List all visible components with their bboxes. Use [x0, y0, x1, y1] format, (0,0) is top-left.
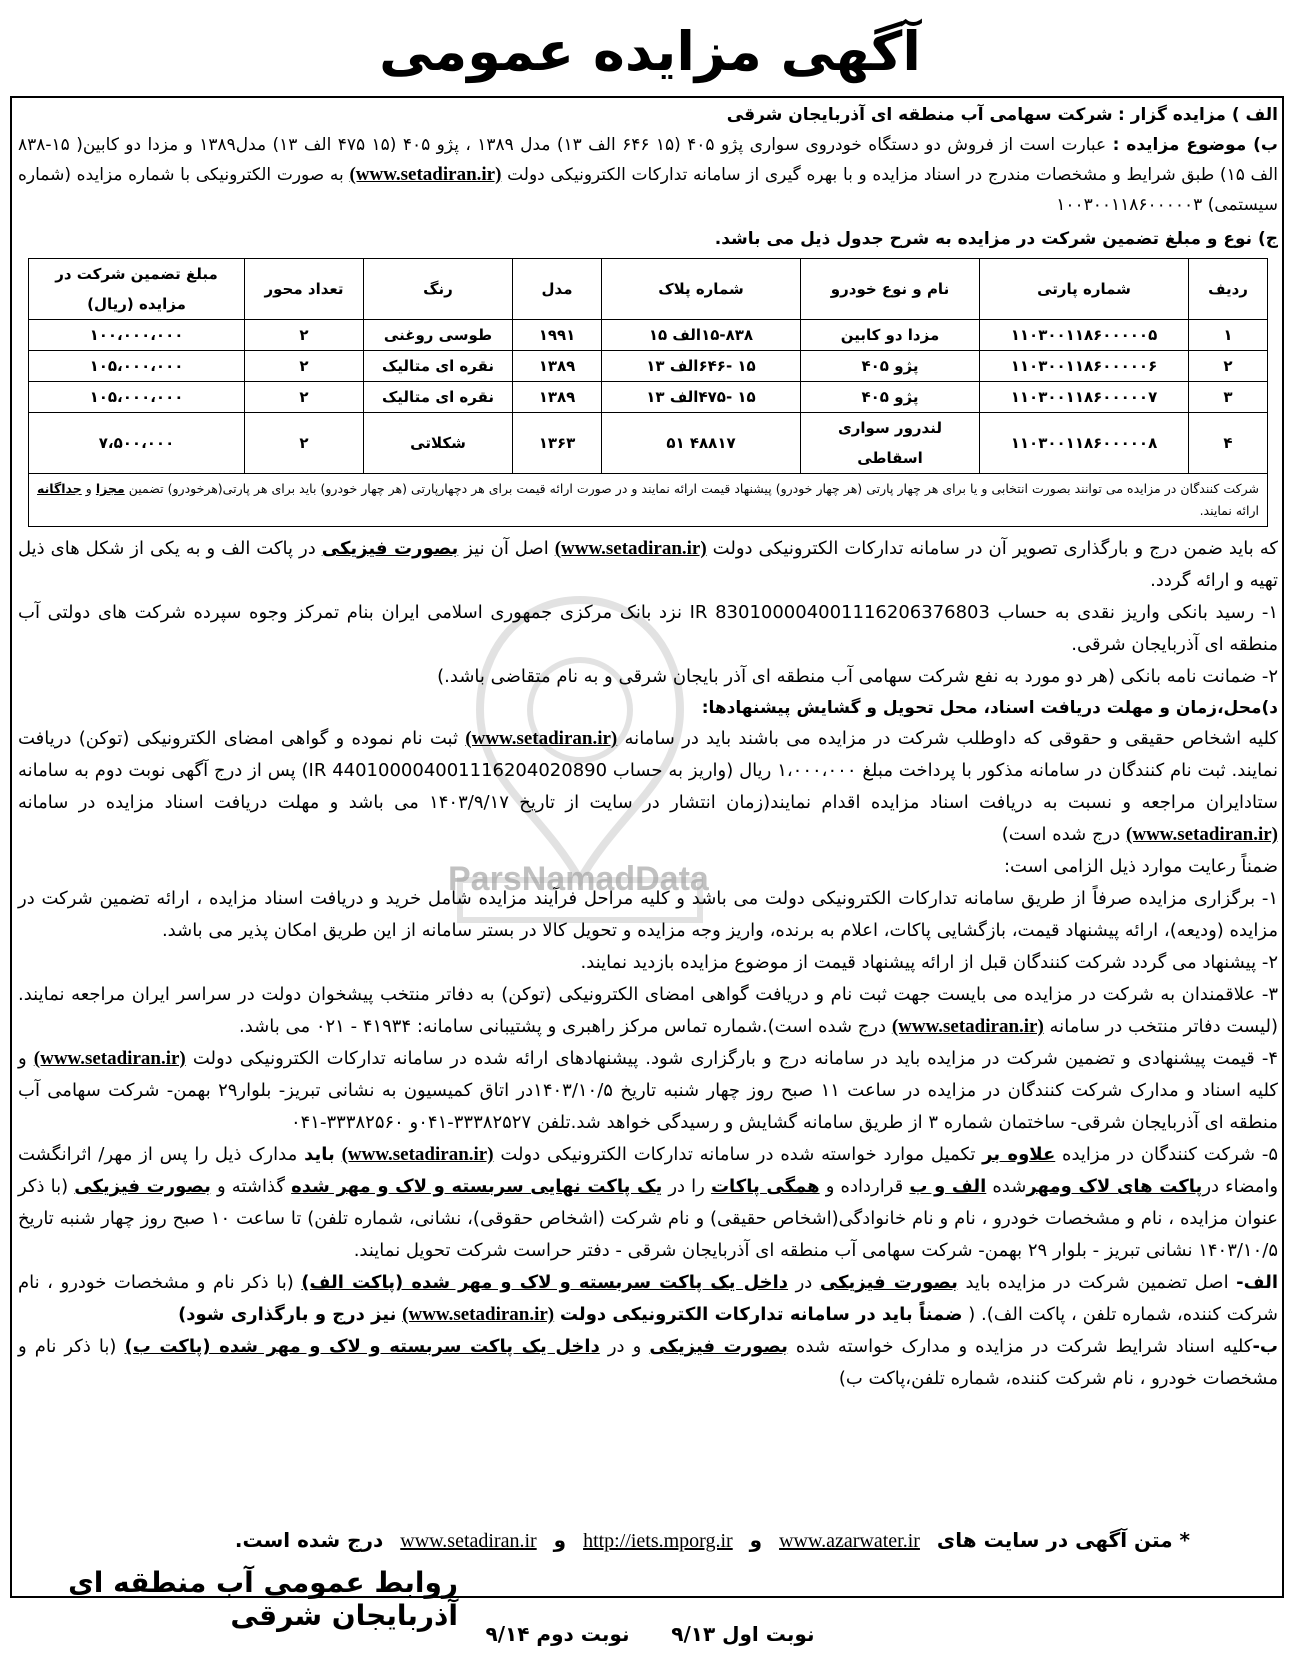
section-d-p1b: ثبت نام نموده و گواهی امضای الکترونیکی (توکن) دریافت نمایند. ثبت نام کنندگان در سامانه مذکور با پرداخت مبلغ ۱،۰۰۰،۰۰۰ ریال (واریز به حساب IR 440100004001116204020890) پس از درج آگهی نوبت دوم به سامانه ستادایران مراجعه و نسبت به دریافت اسناد مزایده اقدام نمایند(زمان انتشار در سایت از تاریخ ۱۴۰۳/۹/۱۷ می باشد و مهلت دریافت اسناد مزایده در سامانه [18, 728, 1279, 813]
rule-1: ۱- برگزاری مزایده صرفاً از طریق سامانه تدارکات الکترونیکی دولت می باشد و کلیه مراحل فرآیند مزایده شامل خرید و دریافت اسناد مزایده ، ارائه تضمین شرکت در مزایده (ودیعه)، ارائه پیشنهاد قیمت، بازگشایی پاکات، اعلام به برنده، واریز وجه مزایده و تحویل کالا در بستر سامانه از این طریق امکان پذیر می باشد. [18, 888, 1278, 941]
item-2: ۲- ضمانت نامه بانکی (هر دو مورد به نفع شرکت سهامی آب منطقه ای آذر بایجان شرقی و به نام متقاضی باشد.) [437, 666, 1278, 687]
cell: ۴۸۸۱۷ ۵۱ [602, 413, 801, 474]
cell: لندرور سواری اسقاطی [801, 413, 980, 474]
after-table-t2: اصل آن نیز [464, 538, 549, 559]
after-table-t1: که باید ضمن درج و بارگذاری تصویر آن در سامانه تدارکات الکترونیکی دولت [712, 538, 1278, 559]
cell: ۱۰۵،۰۰۰،۰۰۰ [29, 382, 245, 413]
rule-2: ۲- پیشنهاد می گردد شرکت کنندگان قبل از ارائه پیشنهاد قیمت از موضوع مزایده بازدید نمایند. [580, 952, 1278, 973]
rule-5-bold5: همگی پاکات [710, 1176, 820, 1197]
packet-alef-b2: داخل یک پاکت سربسته و لاک و مهر شده (پاکت الف) [301, 1272, 789, 1293]
col-plate: شماره پلاک [602, 259, 801, 320]
table-row [29, 320, 1268, 351]
packet-alef-t1: اصل تضمین شرکت در مزایده باید [965, 1272, 1229, 1293]
section-a [18, 100, 1278, 130]
auction-table [28, 258, 1268, 527]
after-table-t3: در پاکت الف و به یکی از شکل های ذیل تهیه و ارائه گردد. [18, 538, 1278, 591]
rule-5c: تکمیل موارد خواسته شده در سامانه تدارکات الکترونیکی دولت [500, 1144, 976, 1165]
rule-5h: گذاشته و [217, 1176, 285, 1197]
cell: پژو ۴۰۵ [801, 382, 980, 413]
cell: ۱۰۵،۰۰۰،۰۰۰ [29, 351, 245, 382]
cell: ۲ [245, 413, 364, 474]
rule-5g: را در [668, 1176, 705, 1197]
rule-3 [18, 979, 1278, 1043]
publication-rounds [0, 1622, 1300, 1646]
cell: نقره ای متالیک [364, 382, 513, 413]
azarwater-link[interactable]: www.azarwater.ir [779, 1530, 920, 1552]
col-axles: تعداد محور [245, 259, 364, 320]
round-2: نوبت دوم ۹/۱۴ [485, 1622, 630, 1646]
iets-link[interactable]: http://iets.mporg.ir [583, 1530, 733, 1552]
cell: ۱۱۰۳۰۰۱۱۸۶۰۰۰۰۰۶ [980, 351, 1189, 382]
cell: ۱۵ -۴۷۵الف ۱۳ [602, 382, 801, 413]
cell: ۱۳۸۹ [513, 382, 602, 413]
rule-5f: قرارداده و [825, 1176, 904, 1197]
setadiran-link[interactable]: (www.setadiran.ir) [33, 1048, 186, 1069]
note-mid: و [81, 481, 96, 496]
note-text1: شرکت کنندگان در مزایده می توانند بصورت انتخابی و یا برای هر چهار پارتی (هر چهار خودرو) پیشنهاد قیمت ارائه نمایند و در صورت ارائه قیمت برای هر دچهارپارتی (هر چهار خودرو) باید برای هر پارتی(هرخودرو) تضمین [128, 481, 1259, 496]
section-d-label: د)محل،زمان و مهلت دریافت اسناد، محل تحویل و گشایش پیشنهادها: [701, 698, 1278, 718]
cell: ۲ [245, 351, 364, 382]
packet-beh-b1: بصورت فیزیکی [649, 1336, 788, 1357]
col-vehicle: نام و نوع خودرو [801, 259, 980, 320]
packet-alef-b4: نیز درج و بارگذاری شود) [178, 1304, 397, 1325]
section-d-note: ضمناً رعایت موارد ذیل الزامی است: [1003, 856, 1278, 877]
packet-alef [18, 1267, 1278, 1331]
setadiran-link[interactable]: (www.setadiran.ir) [465, 728, 618, 749]
rule-5d: مدارک ذیل را پس از مهر/ اثرانگشت وامضاء در [18, 1144, 1279, 1197]
footer-and-2: و [553, 1528, 567, 1552]
round-1: نوبت اول ۹/۱۳ [671, 1622, 815, 1646]
table-note [29, 474, 1268, 527]
cell: پژو ۴۰۵ [801, 351, 980, 382]
section-d-p1a: کلیه اشخاص حقیقی و حقوقی که داوطلب شرکت در مزایده می باشند باید در سامانه [624, 728, 1278, 749]
rule-4 [18, 1043, 1278, 1139]
col-row-number: ردیف [1189, 259, 1268, 320]
col-color: رنگ [364, 259, 513, 320]
page-title: آگهی مزایده عمومی [379, 20, 921, 83]
watermark-text: ParsNamadData [448, 860, 709, 898]
rule-4b: و کلیه اسناد و مدارک شرکت کنندگان در مزایده در ساعت ۱۱ صبح روز چهار شنبه تاریخ ۱۴۰۳/۱۰/۵در اتاق کمیسیون به نشانی تبریز- بلوار۲۹ بهمن- شرکت سهامی آب منطقه ای آذربایجان شرقی- ساختمان شماره ۳ از طریق سامانه گشایش و رسیدگی خواهد شد.تلفن ۳۳۳۸۲۵۲۷-۰۴۱و ۳۳۳۸۲۵۶۰-۰۴۱ [18, 1048, 1278, 1133]
note-bold2: جداگانه [37, 481, 82, 496]
rule-5-bold2: باید [304, 1144, 335, 1165]
setadiran-link[interactable]: (www.setadiran.ir) [1126, 824, 1278, 845]
col-party-number: شماره پارتی [980, 259, 1189, 320]
cell: ۷،۵۰۰،۰۰۰ [29, 413, 245, 474]
section-d-paragraph [18, 723, 1278, 851]
packet-alef-b3: ضمناً باید در سامانه تدارکات الکترونیکی دولت [559, 1304, 963, 1325]
announcement-body [18, 100, 1278, 1395]
cell: مزدا دو کابین [801, 320, 980, 351]
section-a-text: شرکت سهامی آب منطقه ای آذربایجان شرقی [726, 105, 1113, 125]
table-row [29, 413, 1268, 474]
table-note-row [29, 474, 1268, 527]
table-row [29, 382, 1268, 413]
cell: شکلاتی [364, 413, 513, 474]
after-table-bold: بصورت فیزیکی [321, 538, 459, 559]
rule-3b: درج شده است).شماره تماس مرکز راهبری و پشتیبانی سامانه: ۴۱۹۳۴ - ۰۲۱ می باشد. [238, 1016, 887, 1037]
rule-5-bold7: بصورت فیزیکی [74, 1176, 211, 1197]
packet-alef-b1: بصورت فیزیکی [819, 1272, 958, 1293]
rule-3a: ۳- علاقمندان به شرکت در مزایده می بایست جهت ثبت نام و دریافت گواهی امضای الکترونیکی (توکن) به دفاتر منتخب پیشخوان دولت در سراسر ایران مراجعه نمایند.(لیست دفاتر منتخب در سامانه [18, 984, 1278, 1037]
note-text2: ارائه نمایند. [1199, 503, 1259, 518]
packet-beh-label: ب- [1252, 1336, 1278, 1357]
rule-5-bold1: علاوه بر [982, 1144, 1056, 1165]
packet-alef-t3: (با ذکر نام و مشخصات خودرو ، نام شرکت کننده، شماره تلفن ، پاکت الف). ( [18, 1272, 1278, 1325]
table-row [29, 351, 1268, 382]
cell: ۲ [245, 382, 364, 413]
rule-4a: ۴- قیمت پیشنهادی و تضمین شرکت در مزایده باید در سامانه درج و بارگزاری شود. پیشنهادهای ارائه شده در سامانه تدارکات الکترونیکی دولت [192, 1048, 1278, 1069]
rule-5 [18, 1139, 1278, 1267]
rule-5a: ۵- شرکت کنندگان در مزایده [1062, 1144, 1278, 1165]
footer-prefix: * متن آگهی در سایت های [936, 1528, 1190, 1552]
rule-5e: شده [992, 1176, 1027, 1197]
cell: طوسی روغنی [364, 320, 513, 351]
cell: نقره ای متالیک [364, 351, 513, 382]
cell: ۱۳۶۳ [513, 413, 602, 474]
setadiran-link[interactable]: (www.setadiran.ir) [554, 538, 707, 559]
cell: ۱۱۰۳۰۰۱۱۸۶۰۰۰۰۰۷ [980, 382, 1189, 413]
rule-5-bold6: یک پاکت نهایی سربسته و لاک و مهر شده [291, 1176, 663, 1197]
section-a-label: الف ) مزایده گزار : [1118, 105, 1278, 125]
section-d-p1c: درج شده است) [1001, 824, 1121, 845]
packet-beh-t3: (با ذکر نام و مشخصات خودرو ، نام شرکت کننده، شماره تلفن،پاکت ب) [18, 1336, 1278, 1389]
cell: ۱۱۰۳۰۰۱۱۸۶۰۰۰۰۰۵ [980, 320, 1189, 351]
footer-and-1: و [749, 1528, 763, 1552]
cell: ۳ [1189, 382, 1268, 413]
note-bold1: مجزا [95, 481, 125, 496]
packet-beh-t1: کلیه اسناد شرایط شرکت در مزایده و مدارک خواسته شده [795, 1336, 1253, 1357]
after-table-paragraph [18, 533, 1278, 597]
section-b-label: ب) موضوع مزایده : [1112, 135, 1278, 155]
setadiran-link[interactable]: (www.setadiran.ir) [402, 1304, 555, 1325]
cell: ۱۵-۸۳۸الف ۱۵ [602, 320, 801, 351]
section-c-label: ج) نوع و مبلغ تضمین شرکت در مزایده به شرح جدول ذیل می باشد. [714, 229, 1278, 249]
cell: ۱ [1189, 320, 1268, 351]
table-header-row [29, 259, 1268, 320]
rule-5i: (با ذکر عنوان مزایده ، نام و مشخصات خودرو ، نام و نام خانوادگی(اشخاص حقیقی) و نام شرکت (اشخاص حقوقی)، نشانی، شماره تلفن) تا ساعت ۱۰ صبح روز چهار شنبه تاریخ ۱۴۰۳/۱۰/۵ نشانی تبریز - بلوار ۲۹ بهمن- شرکت سهامی آب منطقه ای آذربایجان شرقی - دفتر حراست شرکت تحویل نمایند. [18, 1176, 1278, 1261]
packet-alef-t2: در [795, 1272, 813, 1293]
cell: ۲ [245, 320, 364, 351]
rule-5-bold4: الف و ب [909, 1176, 987, 1197]
cell: ۴ [1189, 413, 1268, 474]
col-model: مدل [513, 259, 602, 320]
setadiran-link[interactable]: (www.setadiran.ir) [349, 164, 502, 185]
cell: ۲ [1189, 351, 1268, 382]
section-b-text1: عبارت است از فروش دو دستگاه خودروی سواری پژو ۴۰۵ (۱۵ ۶۴۶ الف ۱۳) مدل ۱۳۸۹ ، پژو ۴۰۵ (۱۵ ۴۷۵ الف ۱۳) مدل۱۳۸۹ و مزدا دو کابین( ۱۵-۸۳۸ الف ۱۵) طبق شرایط و مشخصات مندرج در اسناد مزایده و با بهره گیری از سامانه تدارکات الکترونیکی دولت [18, 135, 1278, 185]
item-1: ۱- رسید بانکی واریز نقدی به حساب IR 830100004001116206376803 نزد بانک مرکزی جمهوری اسلامی ایران بنام تمرکز وجوه سپرده شرکت های دولتی آب منطقه ای آذربایجان شرقی. [18, 602, 1279, 655]
footer-suffix: درج شده است. [234, 1528, 384, 1552]
cell: ۱۱۰۳۰۰۱۱۸۶۰۰۰۰۰۸ [980, 413, 1189, 474]
footer-sites [70, 1528, 1190, 1553]
setadiran-link[interactable]: (www.setadiran.ir) [341, 1144, 494, 1165]
cell: ۱۹۹۱ [513, 320, 602, 351]
setadiran-footer-link[interactable]: www.setadiran.ir [400, 1530, 537, 1552]
packet-beh-b2: داخل یک پاکت سربسته و لاک و مهر شده (پاکت ب) [124, 1336, 600, 1357]
cell: ۱۰۰،۰۰۰،۰۰۰ [29, 320, 245, 351]
section-b [18, 130, 1278, 220]
public-relations-signature: روابط عمومی آب منطقه ای آذربایجان شرقی [68, 1566, 458, 1632]
col-guarantee: مبلغ تضمین شرکت در مزایده (ریال) [29, 259, 245, 320]
section-b-text2: به صورت الکترونیکی با شماره مزایده (شماره سیستمی) ۱۰۰۳۰۰۱۱۸۶۰۰۰۰۰۳ [18, 165, 1278, 215]
cell: ۱۳۸۹ [513, 351, 602, 382]
packet-alef-label: الف- [1236, 1272, 1278, 1293]
rule-5-bold3: پاکت های لاک ومهر [1026, 1176, 1203, 1197]
packet-beh [18, 1331, 1278, 1395]
packet-beh-t2: و در [607, 1336, 642, 1357]
cell: ۱۵ -۶۴۶الف ۱۳ [602, 351, 801, 382]
setadiran-link[interactable]: (www.setadiran.ir) [891, 1016, 1044, 1037]
